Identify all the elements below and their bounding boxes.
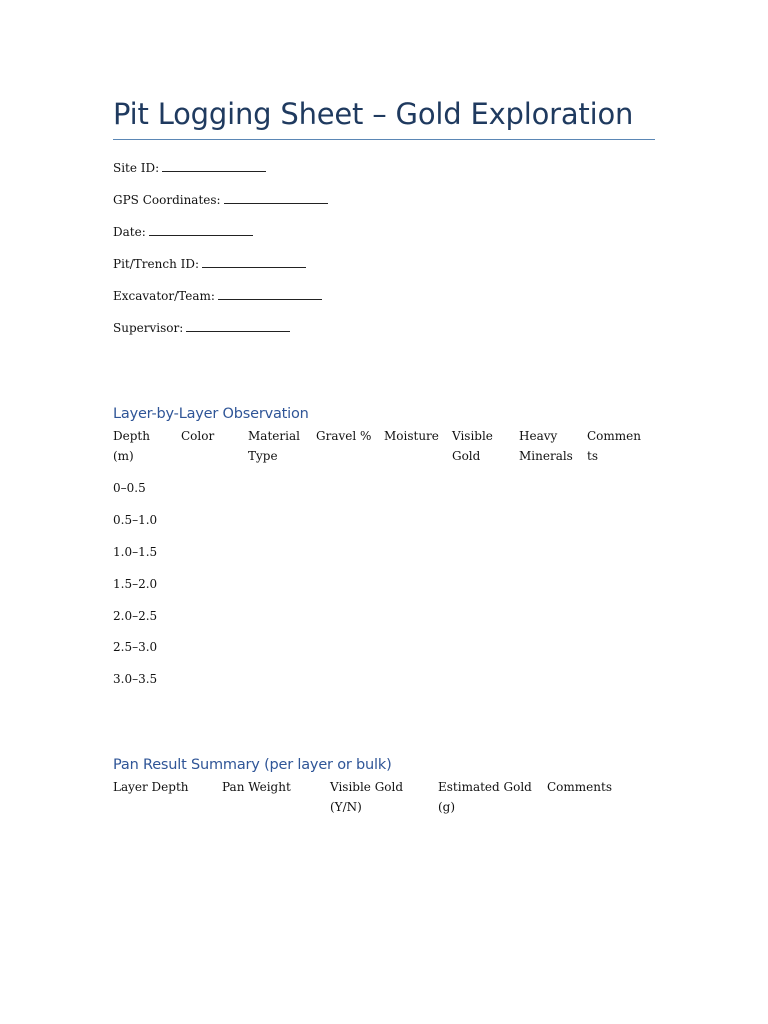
column-header-comments [587,426,641,466]
field-site-id [113,160,266,176]
column-header-line: (g) [438,800,456,814]
column-header-line: Visible Gold [330,780,404,794]
column-header-line: Gold [452,449,481,463]
column-header-depth [113,426,150,466]
column-header-line: Visible [452,429,493,443]
field-label: Excavator/Team: [113,289,215,303]
table-row-depth: 3.0–3.5 [113,672,158,686]
field-date [113,224,253,240]
column-header-line: Estimated Gold [438,780,532,794]
title-divider [113,139,655,140]
column-header-line: Layer Depth [113,780,189,794]
column-header-heavy-minerals [519,426,573,466]
column-header-line: (Y/N) [330,800,362,814]
document-title: Pit Logging Sheet – Gold Exploration [113,97,634,131]
table-row-depth: 2.5–3.0 [113,640,158,654]
column-header-line: (m) [113,449,134,463]
column-header-line: Commen [587,429,641,443]
field-label: GPS Coordinates: [113,193,221,207]
fill-in-blank[interactable] [149,224,253,236]
table-row-depth: 1.0–1.5 [113,545,158,559]
column-header-line: Material [248,429,300,443]
section-heading-layer-observation: Layer-by-Layer Observation [113,406,309,422]
fill-in-blank[interactable] [224,192,328,204]
column-header-gravel [316,426,371,446]
field-excavator-team [113,288,322,304]
column-header-line: Comments [547,780,612,794]
table-row-depth: 0.5–1.0 [113,513,158,527]
fill-in-blank[interactable] [218,288,322,300]
fill-in-blank[interactable] [202,256,306,268]
column-header-visible-gold [452,426,493,466]
column-header-line: Heavy [519,429,558,443]
field-pit-trench-id [113,256,306,272]
fill-in-blank[interactable] [186,320,290,332]
column-header-moisture [384,426,439,446]
column-header-color [181,426,214,446]
column-header-material-type [248,426,300,466]
column-header-line: Color [181,429,215,443]
column-header-line: Moisture [384,429,439,443]
column-header-line: ts [587,449,598,463]
column-header-pan-weight [222,777,291,797]
column-header-line: Gravel % [316,429,372,443]
table-row-depth: 1.5–2.0 [113,577,158,591]
field-label: Supervisor: [113,321,184,335]
column-header-line: Minerals [519,449,573,463]
fill-in-blank[interactable] [162,160,266,172]
column-header-visible-gold-yn [330,777,403,817]
column-header-line: Depth [113,429,150,443]
field-label: Date: [113,225,146,239]
table-row-depth: 0–0.5 [113,481,146,495]
column-header-line: Pan Weight [222,780,291,794]
section-heading-pan-result: Pan Result Summary (per layer or bulk) [113,757,392,773]
field-gps-coordinates [113,192,328,208]
column-header-line: Type [248,449,278,463]
field-supervisor [113,320,290,336]
column-header-pan-comments [547,777,612,797]
column-header-estimated-gold [438,777,532,817]
column-header-layer-depth [113,777,189,797]
field-label: Pit/Trench ID: [113,257,200,271]
field-label: Site ID: [113,161,160,175]
table-row-depth: 2.0–2.5 [113,609,158,623]
